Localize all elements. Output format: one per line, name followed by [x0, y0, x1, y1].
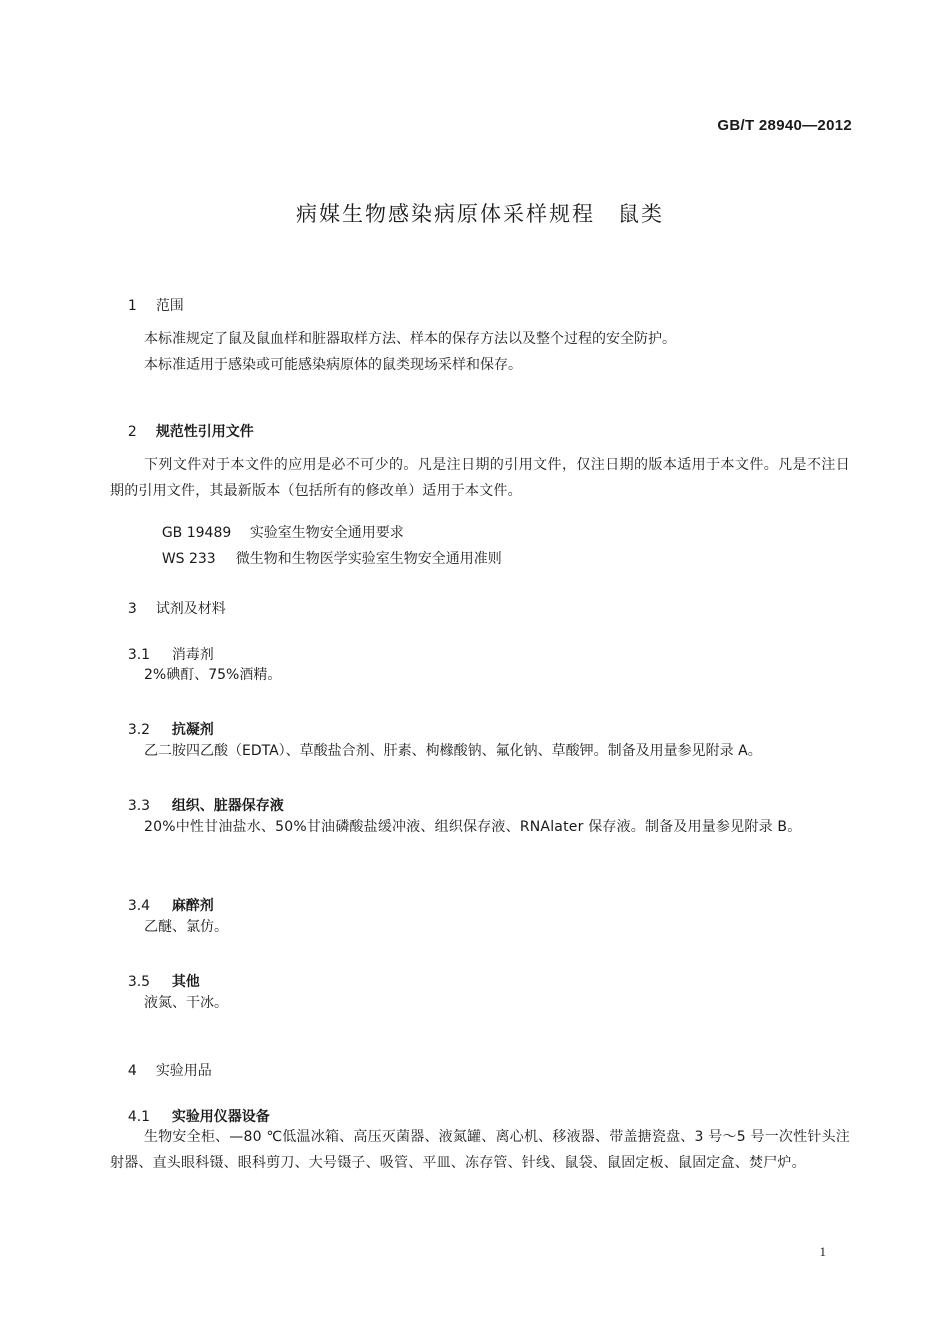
- paragraph: 20%中性甘油盐水、50%甘油磷酸盐缓冲液、组织保存液、RNAlater 保存液。制备及用量参见附录 B。: [144, 819, 802, 835]
- subsection-number: 3.5: [127, 974, 151, 990]
- document-title: 病媒生物感染病原体采样规程 鼠类: [296, 202, 664, 226]
- section-number: 3: [127, 601, 137, 617]
- paragraph: 乙醚、氯仿。: [144, 919, 228, 935]
- section-heading-1: [110, 279, 184, 331]
- section-heading-4: [110, 1044, 212, 1096]
- subsection-number: 4.1: [127, 1109, 151, 1125]
- subsection-number: 3.4: [127, 898, 151, 914]
- section-title: 规范性引用文件: [155, 424, 254, 440]
- subsection-number: 3.3: [127, 798, 151, 814]
- paragraph: 下列文件对于本文件的应用是必不可少的。凡是注日期的引用文件，仅注日期的版本适用于本文件。凡是不注日期的引用文件，其最新版本（包括所有的修改单）适用于本文件。: [110, 457, 850, 499]
- subsection-title: 组织、脏器保存液: [171, 798, 284, 814]
- subsection-title: 消毒剂: [171, 647, 214, 663]
- subsection-title: 抗凝剂: [171, 722, 214, 738]
- subsection-title: 麻醉剂: [171, 898, 214, 914]
- section-number: 4: [127, 1063, 137, 1079]
- reference-code: WS 233: [161, 551, 216, 567]
- subsection-number: 3.1: [127, 647, 151, 663]
- section-heading-3: [110, 582, 226, 634]
- reference-title: 微生物和生物医学实验室生物安全通用准则: [235, 551, 502, 567]
- paragraph: 本标准规定了鼠及鼠血样和脏器取样方法、样本的保存方法以及整个过程的安全防护。: [144, 331, 676, 347]
- standard-code: GB/T 28940—2012: [717, 117, 852, 134]
- section-heading-2: [110, 405, 254, 457]
- subsection-number: 3.2: [127, 722, 151, 738]
- section-number: 1: [127, 298, 137, 314]
- page-number: 1: [819, 1244, 826, 1259]
- section-number: 2: [127, 424, 137, 440]
- paragraph: 生物安全柜、—80 ℃低温冰箱、高压灭菌器、液氮罐、离心机、移液器、带盖搪瓷盘、3 号～5 号一次性针头注射器、直头眼科镊、眼科剪刀、大号镊子、吸管、平皿、冻存管、针线、鼠袋、鼠固定板、鼠固定盒、焚尸炉。: [110, 1129, 850, 1171]
- reference-title: 实验室生物安全通用要求: [249, 525, 404, 541]
- paragraph: 2%碘酊、75%酒精。: [144, 667, 282, 683]
- subsection-title: 其他: [171, 974, 200, 990]
- reference-item: [144, 532, 502, 584]
- paragraph: 液氮、干冰。: [144, 995, 228, 1011]
- reference-code: GB 19489: [161, 525, 232, 541]
- section-title: 实验用品: [155, 1063, 212, 1079]
- paragraph: 本标准适用于感染或可能感染病原体的鼠类现场采样和保存。: [144, 357, 522, 373]
- subsection-title: 实验用仪器设备: [171, 1109, 270, 1125]
- section-title: 范围: [155, 298, 184, 314]
- paragraph: 乙二胺四乙酸（EDTA）、草酸盐合剂、肝素、枸橼酸钠、氟化钠、草酸钾。制备及用量参见附录 A。: [144, 743, 762, 759]
- section-title: 试剂及材料: [155, 601, 226, 617]
